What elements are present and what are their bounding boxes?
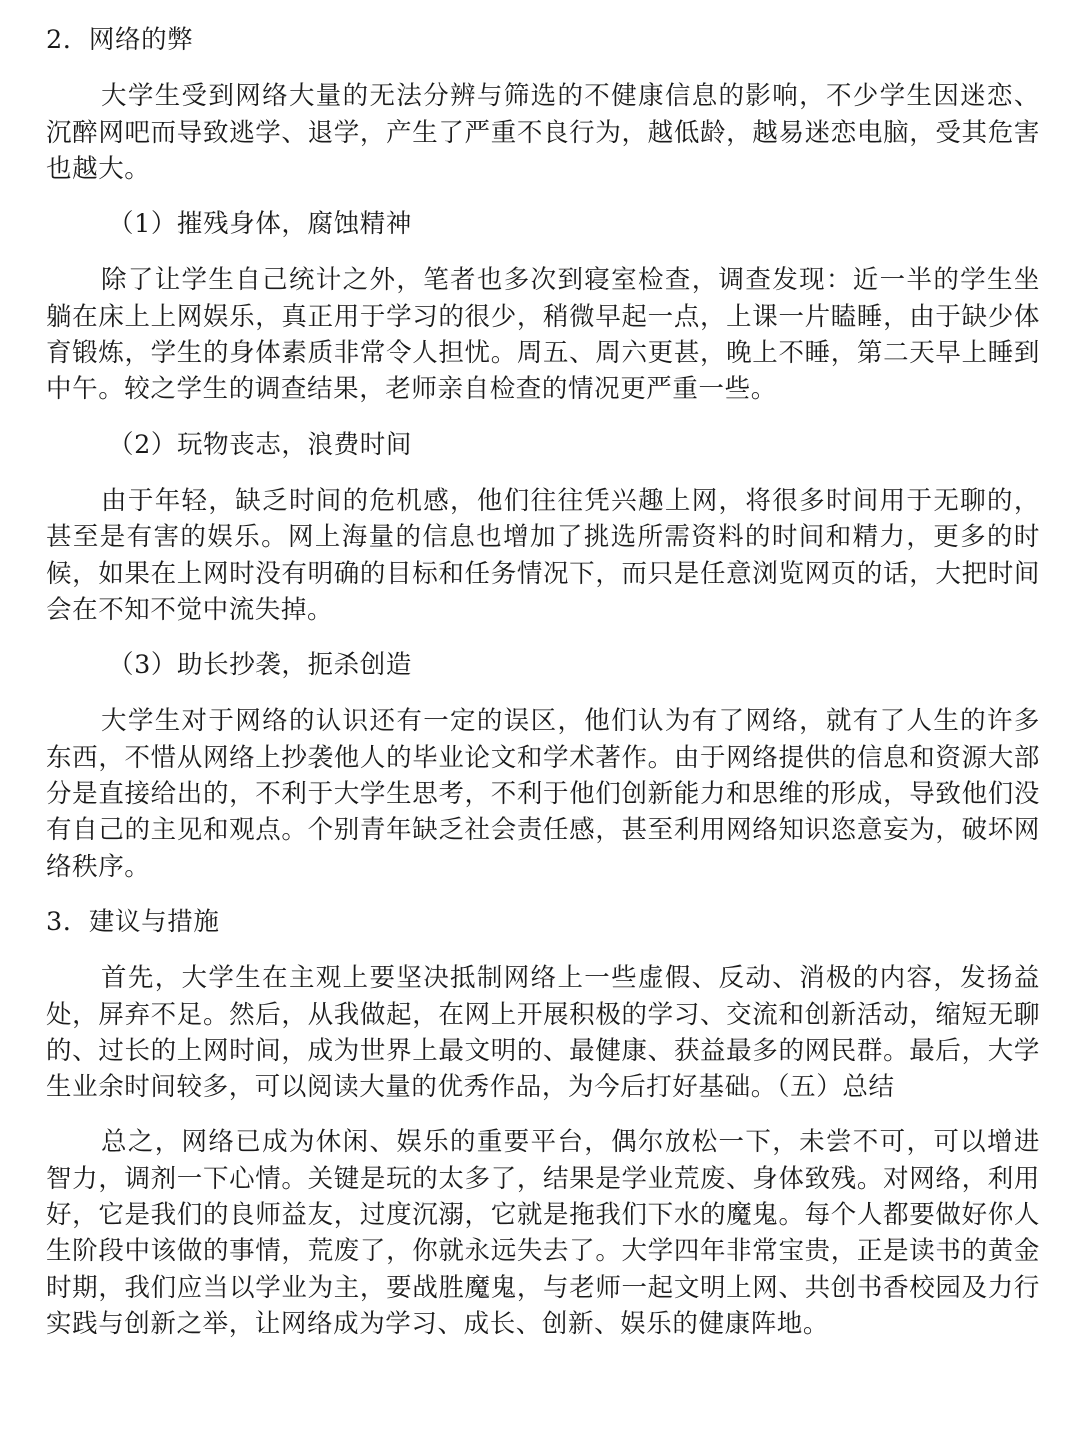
conclusion-paragraph: 总之，网络已成为休闲、娱乐的重要平台，偶尔放松一下，未尝不可，可以增进智力，调剂一下心情。关键是玩的太多了，结果是学业荒废、身体致残。对网络，利用好，它是我们的良师益友，过度沉溺，它就是拖我们下水的魔鬼。每个人都要做好你人生阶段中该做的事情，荒废了，你就永远失去了。大学四年非常宝贵，正是读书的黄金时期，我们应当以学业为主，要战胜魔鬼，与老师一起文明上网、共创书香校园及力行实践与创新之举，让网络成为学习、成长、创新、娱乐的健康阵地。 bbox=[46, 1127, 1040, 1339]
point-1-paragraph: 除了让学生自己统计之外，笔者也多次到寝室检查，调查发现：近一半的学生坐躺在床上上网娱乐，真正用于学习的很少，稍微早起一点，上课一片瞌睡，由于缺少体育锻炼，学生的身体素质非常令人担忧。周五、周六更甚，晚上不睡，第二天早上睡到中午。较之学生的调查结果，老师亲自检查的情况更严重一些。 bbox=[46, 265, 1040, 405]
drawbacks-intro-paragraph: 大学生受到网络大量的无法分辨与筛选的不健康信息的影响，不少学生因迷恋、沉醉网吧而导致逃学、退学，产生了严重不良行为，越低龄，越易迷恋电脑，受其危害也越大。 bbox=[46, 81, 1040, 184]
point-3-paragraph: 大学生对于网络的认识还有一定的误区，他们认为有了网络，就有了人生的许多东西，不惜从网络上抄袭他人的毕业论文和学术著作。由于网络提供的信息和资源大部分是直接给出的，不利于大学生思考，不利于他们创新能力和思维的形成，导致他们没有自己的主见和观点。个别青年缺乏社会责任感，甚至利用网络知识恣意妄为，破坏网络秩序。 bbox=[46, 706, 1040, 882]
document-page bbox=[46, 22, 1040, 1342]
section-heading-suggestions: 3．建议与措施 bbox=[46, 906, 220, 937]
section-heading-drawbacks: 2．网络的弊 bbox=[46, 25, 194, 55]
point-1-title: （1）摧残身体，腐蚀精神 bbox=[108, 209, 412, 240]
point-2-title: （2）玩物丧志，浪费时间 bbox=[108, 429, 412, 460]
point-2-paragraph: 由于年轻，缺乏时间的危机感，他们往往凭兴趣上网，将很多时间用于无聊的，甚至是有害的娱乐。网上海量的信息也增加了挑选所需资料的时间和精力，更多的时候，如果在上网时没有明确的目标和任务情况下，而只是任意浏览网页的话，大把时间会在不知不觉中流失掉。 bbox=[46, 485, 1040, 625]
suggestions-paragraph: 首先，大学生在主观上要坚决抵制网络上一些虚假、反动、消极的内容，发扬益处，屏弃不足。然后，从我做起，在网上开展积极的学习、交流和创新活动，缩短无聊的、过长的上网时间，成为世界上最文明的、最健康、获益最多的网民群。最后，大学生业余时间较多，可以阅读大量的优秀作品，为今后打好基础。（五）总结 bbox=[46, 963, 1040, 1103]
point-3-title: （3）助长抄袭，扼杀创造 bbox=[108, 650, 412, 681]
